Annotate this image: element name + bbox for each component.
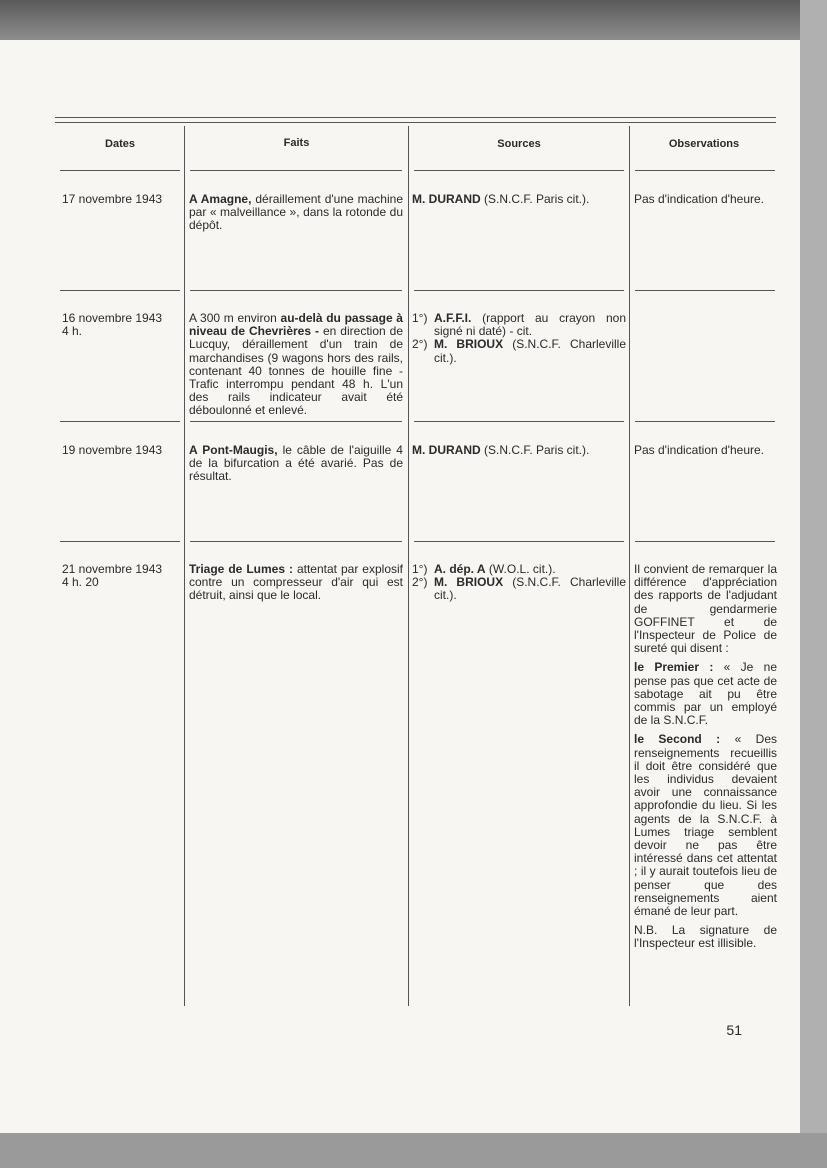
observation-text: Pas d'indication d'heure. xyxy=(634,192,765,206)
source-num: 1°) xyxy=(412,311,428,325)
faits-text: attentat par explosif contre un compresseur d'air qui est détruit, ainsi que le local. xyxy=(189,562,403,603)
source-bold: M. BRIOUX xyxy=(434,575,504,590)
header-dates: Dates xyxy=(105,138,135,150)
source-bold: M. BRIOUX xyxy=(434,337,504,352)
row-rule xyxy=(414,421,624,422)
column-divider-2 xyxy=(408,126,409,1006)
row-rule xyxy=(635,290,775,291)
scan-edge xyxy=(0,0,800,40)
source-text: (S.N.C.F. Paris cit.). xyxy=(480,192,590,206)
source-line xyxy=(412,444,626,457)
row-rule xyxy=(635,170,775,171)
faits-text: en direction de Lucquy, déraillement d'un train de marchandises (9 wagons hors des rails, contenant 40 tonnes de houille fine - Trafic interrompu pendant 48 h. L'un des rails indicateur avait été déboulonné et enlevé. xyxy=(189,324,403,418)
page-number: 51 xyxy=(726,1022,742,1038)
row-2-date xyxy=(62,312,182,338)
source-bold: M. DURAND xyxy=(412,192,481,206)
row-rule xyxy=(190,421,402,422)
header-observations: Observations xyxy=(668,138,740,150)
observation-paragraph-1: Il convient de remarquer la différence d'appréciation des rapports de l'adjudant de gendarmerie GOFFINET et de l'Inspecteur de Police de sureté qui disent : xyxy=(634,562,777,656)
observation-text: « Je ne pense pas que cet acte de sabotage ait pu être commis par un employé de la S.N.C.F. xyxy=(634,660,777,728)
row-rule xyxy=(60,290,180,291)
source-text: (S.N.C.F. Charleville cit.). xyxy=(434,337,626,365)
observation-paragraph-4: N.B. La signature de l'Inspecteur est illisible. xyxy=(634,923,777,951)
observation-paragraph-3 xyxy=(634,733,777,918)
row-1-sources xyxy=(412,193,626,206)
observation-text: Pas d'indication d'heure. xyxy=(634,443,765,457)
row-1-faits xyxy=(189,193,403,233)
row-4-sources xyxy=(412,563,626,603)
source-line xyxy=(412,193,626,206)
header-sources: Sources xyxy=(497,138,541,150)
source-text: (S.N.C.F. Paris cit.). xyxy=(480,443,590,457)
row-rule xyxy=(60,421,180,422)
source-text: (rapport au crayon non signé ni daté) - cit. xyxy=(434,311,626,339)
observation-paragraph-2 xyxy=(634,661,777,727)
faits-bold: au-delà du passage à niveau de Chevrières - xyxy=(189,311,403,339)
date-text: 17 novembre 1943 xyxy=(62,192,163,206)
column-divider-3 xyxy=(629,126,630,1006)
source-line xyxy=(412,312,626,338)
faits-text: déraillement d'une machine par « malveillance », dans la rotonde du dépôt. xyxy=(189,192,403,233)
row-4-observations xyxy=(634,563,777,951)
row-3-date xyxy=(62,444,182,457)
row-1-observations xyxy=(634,193,784,206)
scan-background xyxy=(800,0,827,1168)
source-line xyxy=(412,338,626,364)
source-bold: A.F.F.I. xyxy=(434,311,472,325)
time-text: 4 h. 20 xyxy=(62,575,99,590)
row-2-faits xyxy=(189,312,403,418)
row-3-faits xyxy=(189,444,403,484)
header-faits: Faits xyxy=(283,137,310,149)
source-line xyxy=(412,576,626,602)
faits-pre: A 300 m environ xyxy=(189,311,281,325)
table-top-rule-2 xyxy=(55,122,776,123)
row-rule xyxy=(635,541,775,542)
source-text: (W.O.L. cit.). xyxy=(485,562,556,576)
date-text: 21 novembre 1943 xyxy=(62,562,163,576)
row-rule xyxy=(190,541,402,542)
faits-bold: Triage de Lumes : xyxy=(189,562,293,576)
row-rule xyxy=(190,290,402,291)
time-text: 4 h. xyxy=(62,324,83,339)
faits-bold: A Amagne, xyxy=(189,192,252,206)
faits-text: le câble de l'aiguille 4 de la bifurcation a été avarié. Pas de résultat. xyxy=(189,443,403,484)
row-1-date xyxy=(62,193,182,206)
date-text: 19 novembre 1943 xyxy=(62,443,163,457)
row-rule xyxy=(635,421,775,422)
row-2-sources xyxy=(412,312,626,365)
source-text: (S.N.C.F. Charleville cit.). xyxy=(434,575,626,603)
source-num: 2°) xyxy=(412,575,428,590)
row-4-faits xyxy=(189,563,403,603)
column-divider-1 xyxy=(184,126,185,1006)
row-4-date xyxy=(62,563,182,589)
row-rule xyxy=(414,541,624,542)
source-bold: M. DURAND xyxy=(412,443,481,457)
source-bold: A. dép. A xyxy=(434,562,486,576)
row-rule xyxy=(414,170,624,171)
observation-text: « Des renseignements recueillis il doit être considéré que les individus devaient avoir une connaissance approfondie du lieu. Si les agents de la S.N.C.F. à Lumes triage semblent devoir ne pas être intéressé dans cet attentat ; il y aurait toutefois lieu de penser que des renseignements aient émané de leur part. xyxy=(634,732,778,919)
row-rule xyxy=(60,541,180,542)
row-3-sources xyxy=(412,444,626,457)
scan-background-bottom xyxy=(0,1133,827,1168)
row-rule xyxy=(190,170,402,171)
faits-bold: A Pont-Maugis, xyxy=(189,443,278,457)
source-num: 2°) xyxy=(412,337,428,352)
table-top-rule xyxy=(55,117,776,118)
row-3-observations xyxy=(634,444,784,457)
source-num: 1°) xyxy=(412,562,428,576)
row-rule xyxy=(414,290,624,291)
observation-bold: le Premier : xyxy=(634,660,714,675)
date-text: 16 novembre 1943 xyxy=(62,311,163,325)
observation-bold: le Second : xyxy=(634,732,721,747)
row-rule xyxy=(60,170,180,171)
